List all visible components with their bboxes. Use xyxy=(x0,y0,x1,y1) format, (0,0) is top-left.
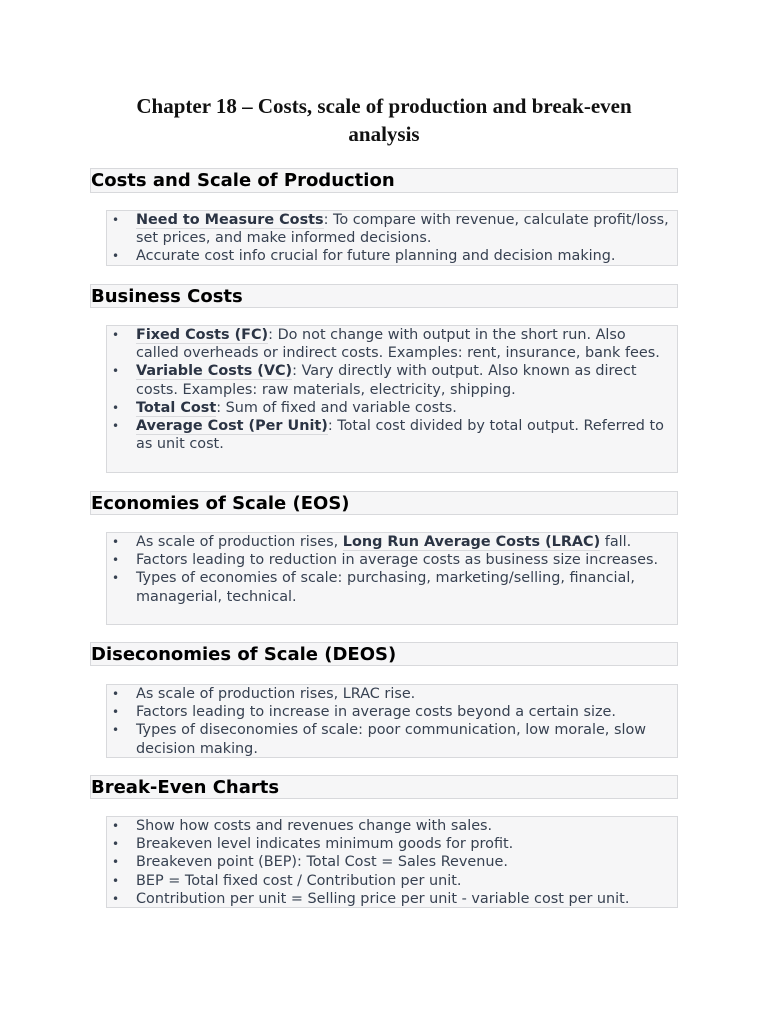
bullet-icon: • xyxy=(112,400,120,415)
bullet-list-economies-of-scale xyxy=(106,532,678,625)
list-item-text: : Do not change with output in the short run. Also called overheads or indirect costs. Examples: rent, insurance, bank fees. xyxy=(136,327,660,362)
list-item-text: Breakeven point (BEP): Total Cost = Sales Revenue. xyxy=(136,854,508,871)
list-item xyxy=(107,872,677,890)
bullet-icon: • xyxy=(112,213,120,227)
list-item-text: : Sum of fixed and variable costs. xyxy=(216,399,457,416)
list-item-text: Types of diseconomies of scale: poor communication, low morale, slow decision making. xyxy=(136,722,647,757)
list-item-text: As scale of production rises, LRAC rise. xyxy=(136,686,416,702)
bullet-icon: • xyxy=(112,419,120,434)
list-item xyxy=(107,533,677,551)
term-need-to-measure-costs: Need to Measure Costs xyxy=(136,212,324,228)
list-item xyxy=(107,853,677,871)
bullet-icon: • xyxy=(112,837,120,852)
term-total-cost: Total Cost xyxy=(136,399,217,416)
bullet-list-business-costs xyxy=(106,325,678,473)
list-item-text: Show how costs and revenues change with sales. xyxy=(136,818,493,834)
term-variable-costs: Variable Costs (VC) xyxy=(136,363,293,380)
section-heading-diseconomies-of-scale: Diseconomies of Scale (DEOS) xyxy=(90,642,678,666)
list-item-text: Factors leading to reduction in average costs as business size increases. xyxy=(136,552,659,569)
list-item xyxy=(107,211,677,247)
list-item-text: : Total cost divided by total output. Referred to as unit cost. xyxy=(136,418,664,453)
bullet-icon: • xyxy=(112,328,120,342)
list-item-text: fall. xyxy=(600,534,632,550)
list-item xyxy=(107,399,677,417)
term-lrac: Long Run Average Costs (LRAC) xyxy=(342,534,601,550)
term-fixed-costs: Fixed Costs (FC) xyxy=(136,327,269,343)
term-average-cost: Average Cost (Per Unit) xyxy=(136,418,328,435)
section-heading-costs-and-scale: Costs and Scale of Production xyxy=(90,168,678,193)
list-item-text: Types of economies of scale: purchasing, marketing/selling, financial, managerial, technical. xyxy=(136,570,635,605)
list-item-text: BEP = Total fixed cost / Contribution per unit. xyxy=(136,872,462,889)
bullet-icon: • xyxy=(112,891,120,906)
bullet-icon: • xyxy=(112,873,120,888)
list-item xyxy=(107,817,677,835)
bullet-icon: • xyxy=(112,249,120,264)
bullet-icon: • xyxy=(112,855,120,870)
bullet-list-costs-and-scale xyxy=(106,210,678,266)
list-item xyxy=(107,721,677,757)
list-item xyxy=(107,835,677,853)
list-item-text: Accurate cost info crucial for future planning and decision making. xyxy=(136,248,616,265)
bullet-list-break-even-charts xyxy=(106,816,678,908)
bullet-icon: • xyxy=(112,535,120,549)
section-heading-business-costs: Business Costs xyxy=(90,284,678,308)
list-item-text: Breakeven level indicates minimum goods for profit. xyxy=(136,836,514,853)
list-item xyxy=(107,326,677,362)
section-heading-economies-of-scale: Economies of Scale (EOS) xyxy=(90,491,678,515)
list-item xyxy=(107,703,677,721)
section-heading-break-even-charts: Break-Even Charts xyxy=(90,775,678,799)
bullet-icon: • xyxy=(112,553,120,568)
list-item-text: Factors leading to increase in average costs beyond a certain size. xyxy=(136,704,616,721)
list-item-text: As scale of production rises, xyxy=(136,534,343,550)
list-item xyxy=(107,551,677,569)
bullet-icon: • xyxy=(112,819,120,833)
list-item xyxy=(107,247,677,265)
list-item-text: : Vary directly with output. Also known as direct costs. Examples: raw materials, electricity, shipping. xyxy=(136,363,637,398)
bullet-icon: • xyxy=(112,364,120,379)
list-item xyxy=(107,890,677,908)
page-title: Chapter 18 – Costs, scale of production and break-even analysis xyxy=(136,94,632,146)
list-item xyxy=(107,417,677,453)
bullet-icon: • xyxy=(112,723,120,738)
bullet-icon: • xyxy=(112,571,120,586)
list-item-text: : To compare with revenue, calculate profit/loss, set prices, and make informed decisions. xyxy=(136,212,669,247)
list-item xyxy=(107,685,677,703)
list-item xyxy=(107,362,677,398)
list-item xyxy=(107,569,677,605)
bullet-icon: • xyxy=(112,705,120,720)
bullet-icon: • xyxy=(112,687,120,701)
bullet-list-diseconomies-of-scale xyxy=(106,684,678,758)
list-item-text: Contribution per unit = Selling price per unit - variable cost per unit. xyxy=(136,890,630,907)
